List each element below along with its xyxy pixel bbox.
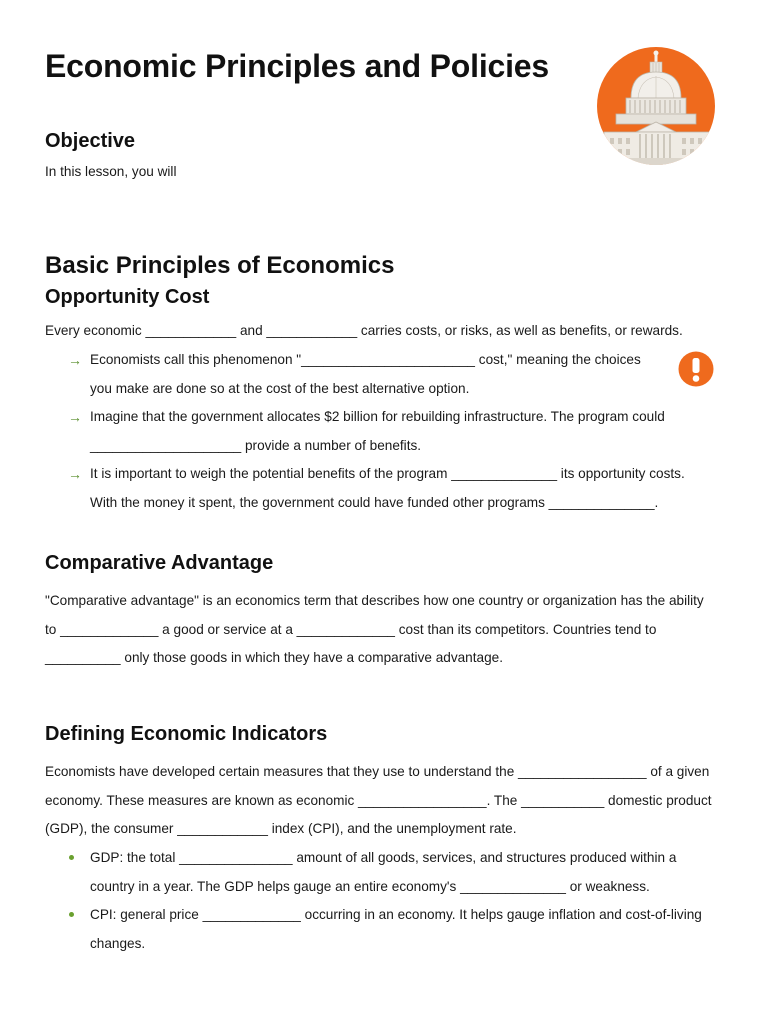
arrow-bullet-icon: → bbox=[68, 352, 82, 368]
exclamation-icon bbox=[678, 351, 714, 387]
list-item bbox=[90, 844, 720, 901]
list-item-line: country in a year. The GDP helps gauge an entire economy's ______________ or weakness. bbox=[90, 878, 650, 894]
list-item bbox=[90, 403, 720, 460]
paragraph-line: (GDP), the consumer ____________ index (CPI), and the unemployment rate. bbox=[45, 821, 517, 836]
list-item-line: GDP: the total _______________ amount of all goods, services, and structures produced within a bbox=[90, 850, 677, 865]
list-item-line: Imagine that the government allocates $2 billion for rebuilding infrastructure. The program could bbox=[90, 409, 665, 424]
indicators-paragraph bbox=[45, 758, 735, 844]
dot-bullet-icon bbox=[69, 855, 74, 860]
paragraph-line: "Comparative advantage" is an economics term that describes how one country or organization has the ability bbox=[45, 593, 704, 608]
arrow-bullet-icon: → bbox=[68, 466, 82, 482]
page-title: Economic Principles and Policies bbox=[45, 48, 549, 84]
list-item bbox=[90, 460, 720, 517]
opportunity-intro: Every economic ____________ and ____________ carries costs, or risks, as well as benefits, or rewards. bbox=[45, 323, 683, 338]
list-item-line: you make are done so at the cost of the best alternative option. bbox=[90, 380, 470, 396]
opportunity-cost-heading: Opportunity Cost bbox=[45, 286, 210, 308]
economic-indicators-heading: Defining Economic Indicators bbox=[45, 723, 328, 745]
paragraph-line: __________ only those goods in which they have a comparative advantage. bbox=[45, 650, 503, 665]
list-item bbox=[90, 346, 720, 403]
list-item-line: changes. bbox=[90, 935, 146, 951]
basic-principles-heading: Basic Principles of Economics bbox=[45, 252, 395, 279]
list-item-line: CPI: general price _____________ occurring in an economy. It helps gauge inflation and cost-of-living bbox=[90, 907, 702, 922]
objective-heading: Objective bbox=[45, 130, 136, 152]
list-item bbox=[90, 901, 720, 958]
capitol-building-icon bbox=[596, 46, 716, 166]
comparative-paragraph bbox=[45, 587, 735, 673]
paragraph-line: to _____________ a good or service at a _____________ cost than its competitors. Countries tend to bbox=[45, 621, 657, 637]
list-item-line: ____________________ provide a number of benefits. bbox=[90, 437, 422, 453]
paragraph-line: Economists have developed certain measures that they use to understand the _________________ of a given bbox=[45, 764, 710, 779]
list-item-line: With the money it spent, the government could have funded other programs ______________. bbox=[90, 494, 659, 510]
list-item-line: It is important to weigh the potential benefits of the program ______________ its opportunity costs. bbox=[90, 466, 685, 481]
objective-text: In this lesson, you will bbox=[45, 164, 177, 179]
comparative-advantage-heading: Comparative Advantage bbox=[45, 552, 274, 574]
arrow-bullet-icon: → bbox=[68, 409, 82, 425]
dot-bullet-icon bbox=[69, 912, 74, 917]
paragraph-line: economy. These measures are known as economic _________________. The ___________ domestic product bbox=[45, 792, 712, 808]
list-item-line: Economists call this phenomenon "_______________________ cost," meaning the choices bbox=[90, 352, 641, 367]
